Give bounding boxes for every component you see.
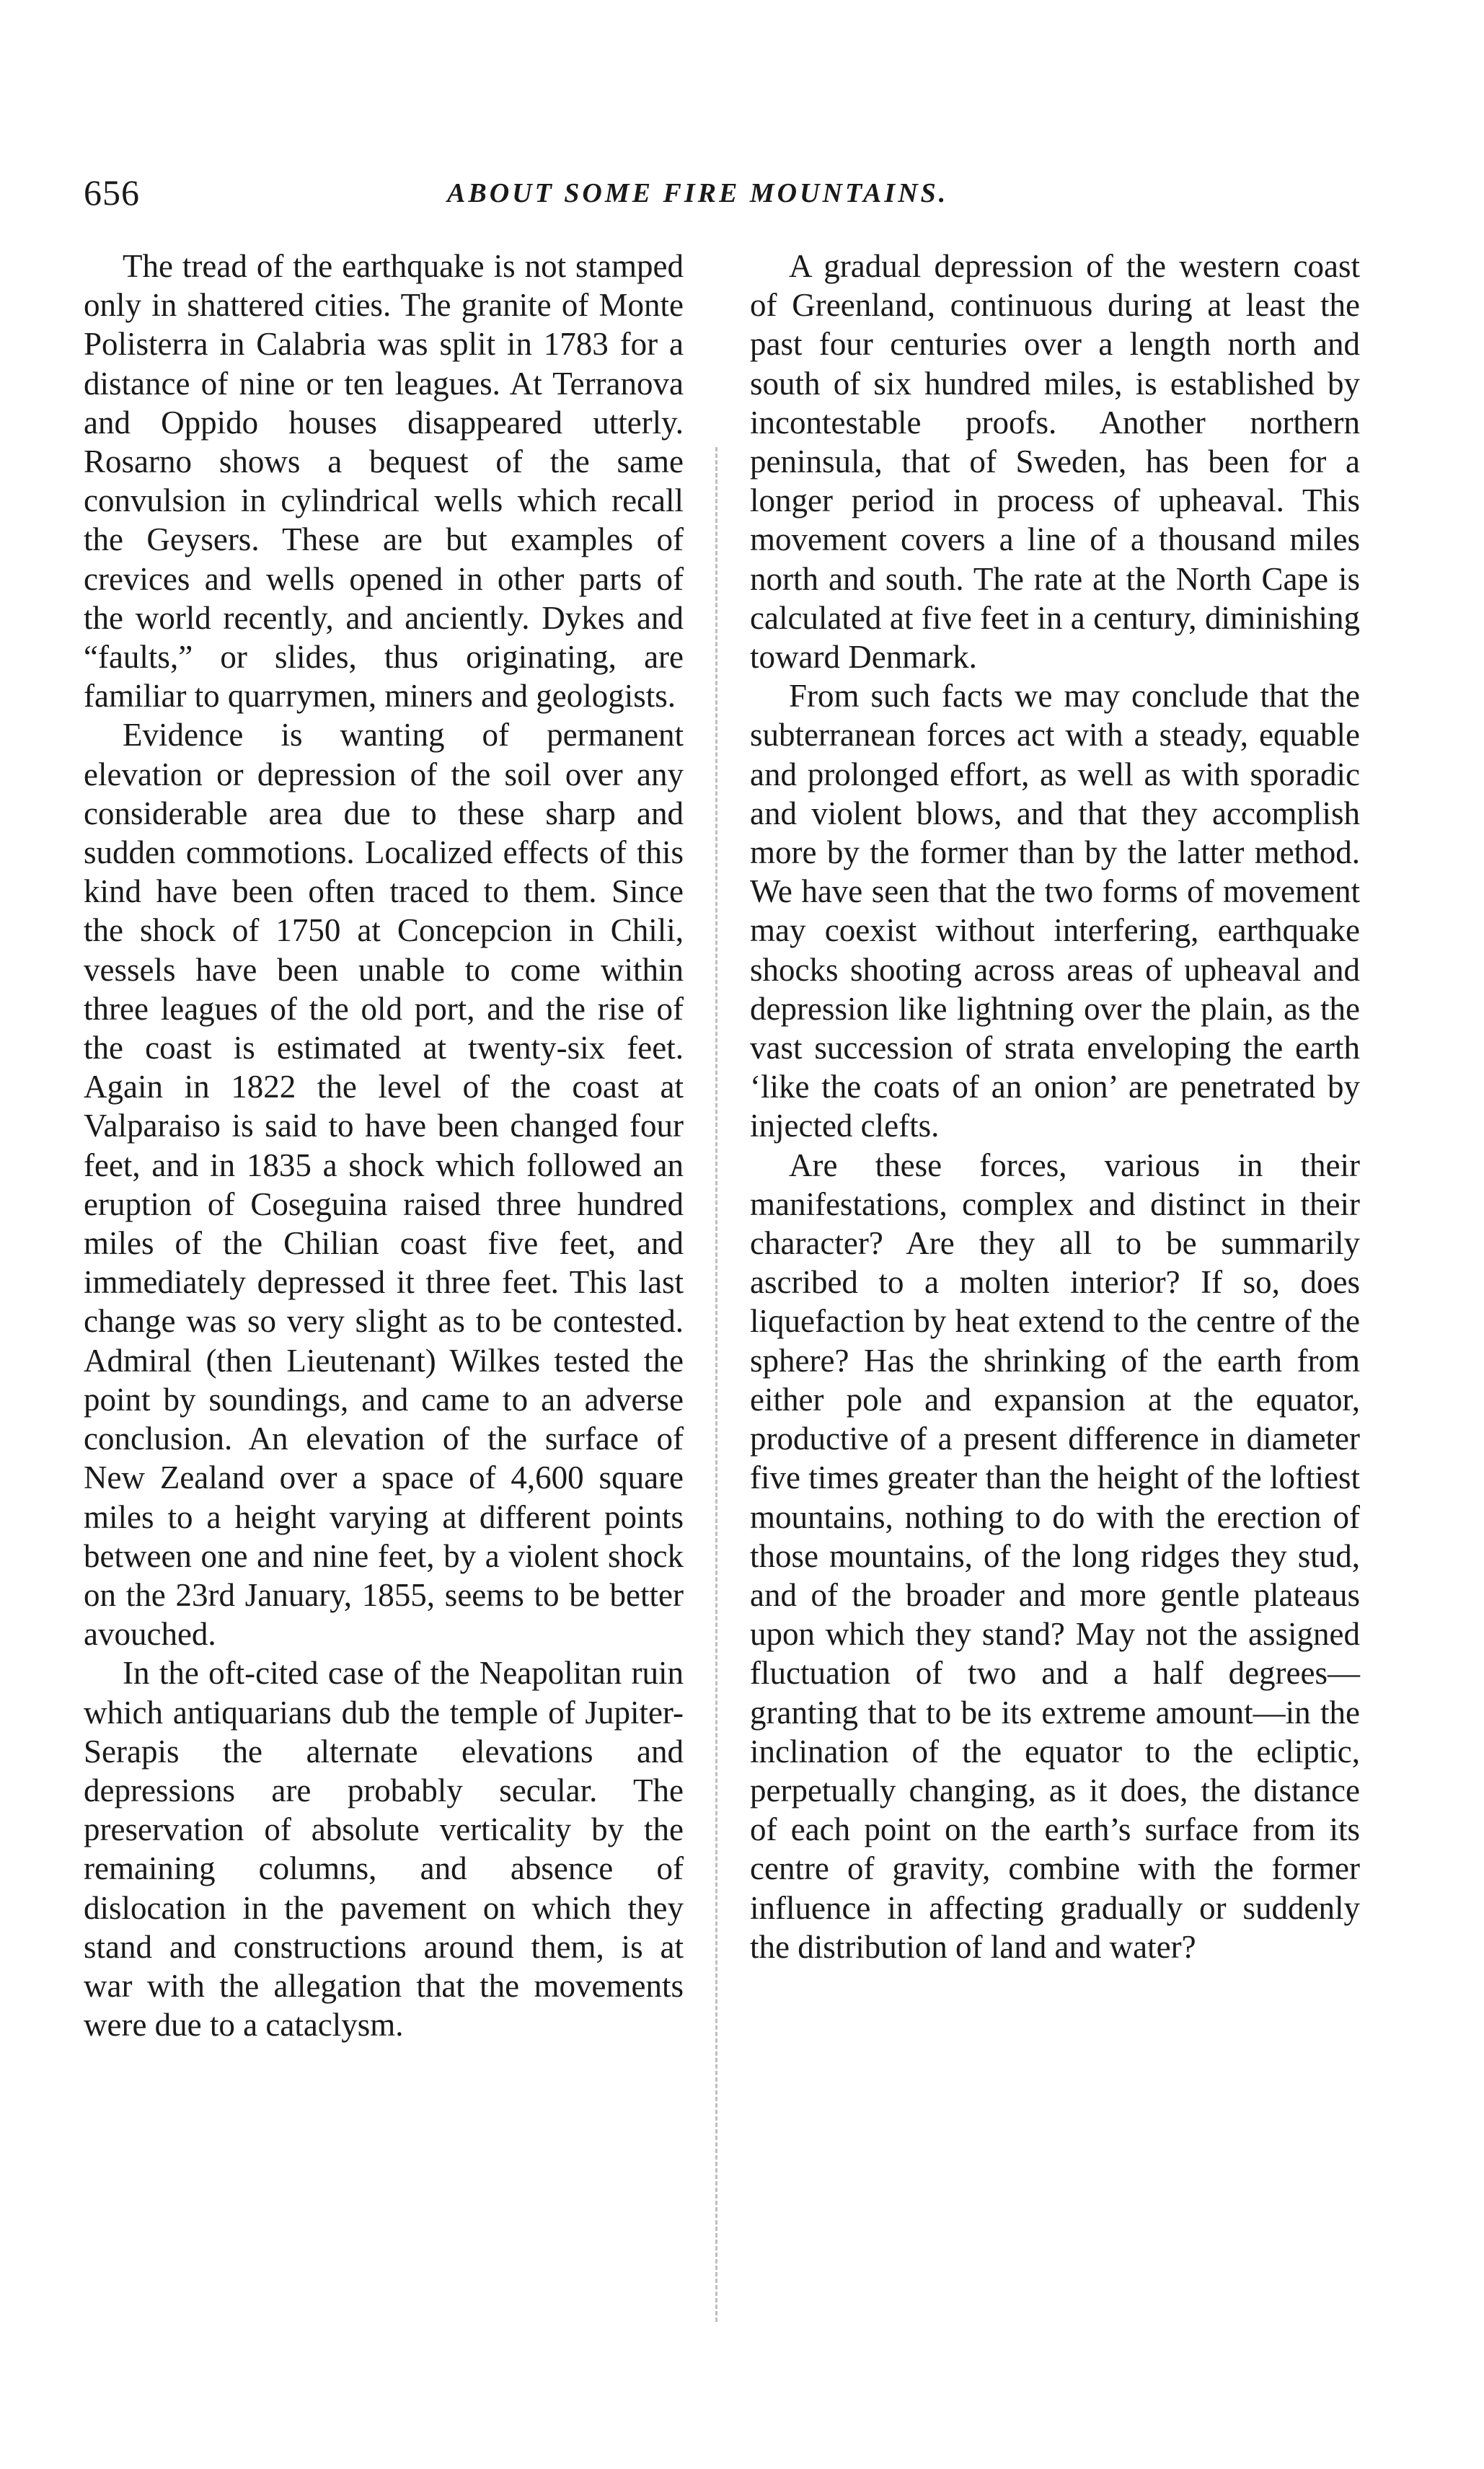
left-column xyxy=(84,247,684,2044)
paragraph-subterranean-forces: From such facts we may conclude that the subterranean forces act with a steady, equable and prolonged effort, as well as with sporadic and violent blows, and that they accomplish more by the former than by the latter method. We have seen that the two forms of movement may coexist without interfering, earthquake shocks shooting across areas of upheaval and depression like lightning over the plain, as the vast succession of strata enveloping the earth ‘like the coats of an onion’ are penetrated by injected clefts. xyxy=(750,678,1360,1144)
paragraph-greenland-depression: A gradual depression of the western coast of Greenland, continuous during at least the past four centuries over a length north and south of six hundred miles, is established by incontestable proofs. Another northern peninsula, that of Sweden, has been for a longer period in process of upheaval. This movement covers a line of a thousand miles north and south. The rate at the North Cape is calculated at five feet in a century, diminishing toward Denmark. xyxy=(750,248,1360,676)
column-divider xyxy=(715,447,717,2322)
page-number: 656 xyxy=(84,172,140,213)
paragraph-elevation-evidence: Evidence is wanting of permanent elevation or depression of the soil over any considerable area due to these sharp and sudden commotions. Localized effects of this kind have been often traced to them. Since the shock of 1750 at Concepcion in Chili, vessels have been unable to come within three leagues of the old port, and the rise of the coast is estimated at twenty-six feet. Again in 1822 the level of the coast at Valparaiso is said to have been changed four feet, and in 1835 a shock which followed an eruption of Coseguina raised three hundred miles of the Chilian coast five feet, and immediately depressed it three feet. This last change was so very slight as to be contested. Admiral (then Lieutenant) Wilkes tested the point by soundings, and came to an adverse conclusion. An elevation of the surface of New Zealand over a space of 4,600 square miles to a height varying at different points between one and nine feet, by a violent shock on the 23rd January, 1855, seems to be better avouched. xyxy=(84,717,684,1653)
paragraph-jupiter-serapis: In the oft-cited case of the Neapolitan ruin which antiquarians dub the temple of Jupiter-Serapis the alternate elevations and depressions are probably secular. The preservation of absolute verticality by the remaining columns, and absence of dislocation in the pavement on which they stand and constructions around them, is at war with the allegation that the movements were due to a cataclysm. xyxy=(84,1655,684,2044)
paragraph-earthquake-tread: The tread of the earthquake is not stamped only in shattered cities. The granite of Monte Polisterra in Calabria was split in 1783 for a distance of nine or ten leagues. At Terranova and Oppido houses disappeared utterly. Rosarno shows a bequest of the same convulsion in cylindrical wells which recall the Geysers. These are but examples of crevices and wells opened in other parts of the world recently, and anciently. Dykes and “faults,” or slides, thus originating, are familiar to quarrymen, miners and geologists. xyxy=(84,248,684,715)
paragraph-questions: Are these forces, various in their manifestations, complex and distinct in their character? Are they all to be summarily ascribed to a molten interior? If so, does liquefaction by heat extend to the centre of the sphere? Has the shrinking of the earth from either pole and expansion at the equator, productive of a present difference in diameter five times greater than the height of the loftiest mountains, nothing to do with the erection of those mountains, of the long ridges they stud, and of the broader and more gentle plateaus upon which they stand? May not the assigned fluctuation of two and a half degrees—granting that to be its extreme amount—in the inclination of the equator to the ecliptic, perpetually changing, as it does, the distance of each point on the earth’s surface from its centre of gravity, combine with the former influence in affecting gradually or suddenly the distribution of land and water? xyxy=(750,1147,1360,1965)
running-title: ABOUT SOME FIRE MOUNTAINS. xyxy=(447,178,949,208)
right-column xyxy=(750,247,1360,1966)
